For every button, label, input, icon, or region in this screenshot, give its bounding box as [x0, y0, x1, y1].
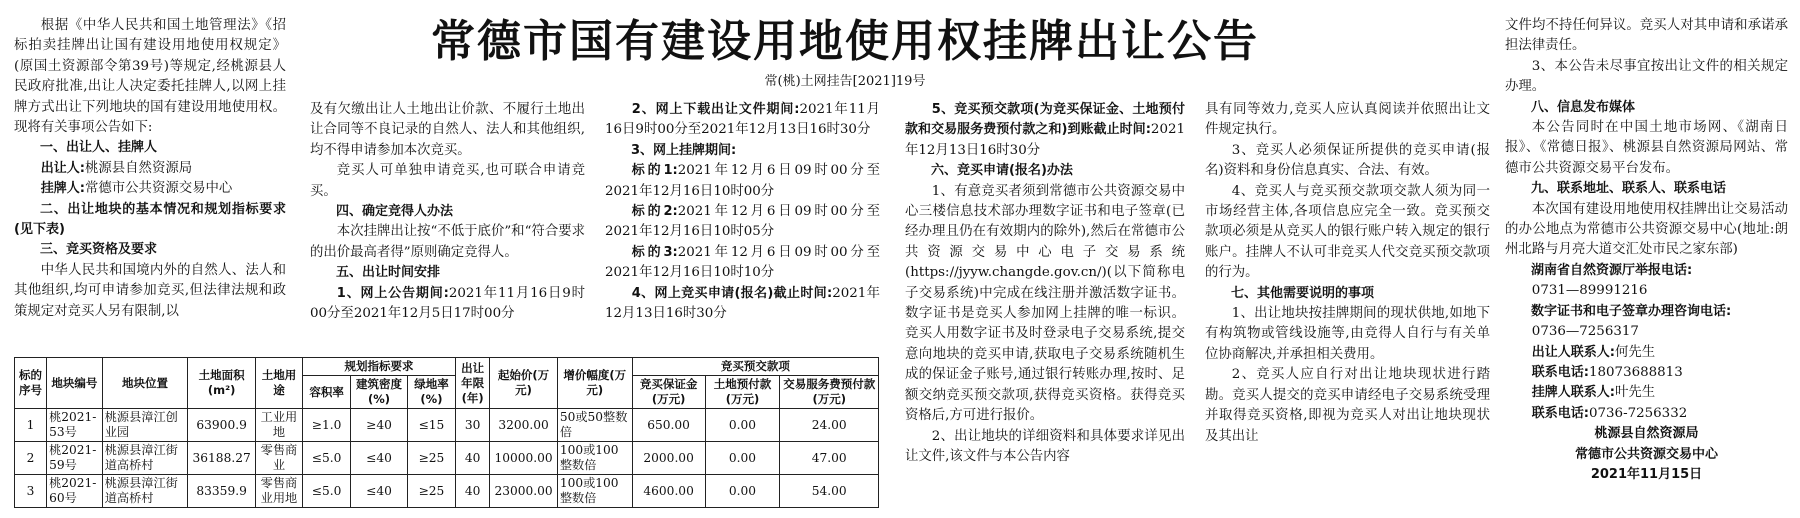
col5-paragraph-2: 3、竞买人必须保证所提供的竞买申请(报名)资料和身份信息真实、合法、有效。 — [1205, 142, 1490, 179]
cell-deposit: 650.00 — [632, 409, 705, 442]
lot-1-period — [605, 161, 880, 202]
th-area: 土地面积(m²) — [188, 358, 256, 409]
lister-phone-label: 联系电话: — [1531, 405, 1589, 421]
section-7-heading: 七、其他需要说明的事项 — [1231, 285, 1375, 301]
cell-start-price: 23000.00 — [490, 475, 558, 508]
lot-2-period — [605, 202, 880, 243]
download-period — [605, 100, 880, 141]
lister-contact — [1505, 383, 1788, 403]
document-number: 常(桃)土网挂告[2021]19号 — [764, 74, 926, 89]
section-4-text: 本次挂牌出让按“不低于底价”和“符合要求的出价最高者得”原则确定竞得人。 — [310, 224, 585, 260]
download-period-label: 2、网上下载出让文件期间: — [631, 102, 800, 117]
col5-paragraph-1: 具有同等效力,竞买人应认真阅读并依照出让文件规定执行。 — [1205, 102, 1490, 138]
cell-far: ≤5.0 — [303, 442, 351, 475]
announce-period-value: 2021年11月16日9时00分至2021年12月5日17时00分 — [310, 285, 585, 322]
cell-use: 工业用地 — [255, 409, 302, 442]
cell-green: ≤15 — [407, 409, 455, 442]
lister-phone — [1505, 404, 1788, 424]
section-6-paragraph-1: 1、有意竞买者须到常德市公共资源交易中心三楼信息技术部办理数字证书和电子签章(已经办理且仍在有效期内的除外),然后在常德市公共资源交易中心电子交易系统(https://jyyw.changde.gov.cn/)(以下简称电子交易系统)中完成在线注册并激活数字证书。数字证书是竞买人参加网上挂牌的唯一标识。竞买人用数字证书及时登录电子交易系统,提交意向地块的竞买申请,获取电子交易系统随机生成的保证金子账号,通过银行转账办理,按时、足额交纳竞买预交款项,获得竞买资格。获得竞买资格后,方可进行报价。 — [905, 183, 1185, 424]
column-2 — [310, 100, 585, 324]
table-row — [15, 409, 879, 442]
section-2-heading: 二、出让地块的基本情况和规划指标要求(见下表) — [14, 201, 286, 238]
section-6-paragraph-2: 2、出让地块的详细资料和具体要求详见出让文件,该文件与本公告内容 — [905, 428, 1185, 464]
th-fee: 交易服务费预付款(万元) — [780, 376, 879, 409]
seller-phone — [1505, 363, 1788, 383]
section-3-heading: 三、竞买资格及要求 — [40, 242, 158, 258]
lister-label: 挂牌人: — [40, 181, 85, 197]
section-8-text: 本公告同时在中国土地市场网、《湖南日报》、《常德日报》、桃源县自然资源局网站、常德市公共资源交易平台发布。 — [1505, 120, 1788, 176]
table-row — [15, 475, 879, 508]
section-3-text: 中华人民共和国境内外的自然人、法人和其他组织,均可申请参加竞买,但法律法规和政策规定对竞买人另有限制,以 — [14, 262, 286, 319]
cell-code: 桃2021-60号 — [47, 475, 103, 508]
seller-value: 桃源县自然资源局 — [85, 160, 193, 176]
column-1 — [14, 16, 286, 322]
seller-contact — [1505, 343, 1788, 363]
cell-fee: 54.00 — [780, 475, 879, 508]
th-density: 建筑密度(%) — [351, 376, 408, 409]
cell-green: ≥25 — [407, 442, 455, 475]
lot-1-value: 2021年12月6日09时00分至2021年12月16日10时00分 — [605, 163, 881, 199]
lot-1-label: 标的1: — [631, 163, 678, 179]
cell-fee: 24.00 — [780, 409, 879, 442]
section-7-paragraph-1: 1、出让地块按挂牌期间的现状供地,如地下有构筑物或管线设施等,由竞得人自行与有关单位协商解决,并承担相关费用。 — [1205, 306, 1490, 362]
seller-line — [14, 159, 286, 179]
th-prepay: 土地预付款(万元) — [705, 376, 780, 409]
cert-phone-number: 0736—7256317 — [1531, 324, 1639, 340]
cell-location: 桃源县漳江创业园 — [102, 409, 188, 442]
cell-term: 30 — [456, 409, 490, 442]
cell-prepay: 0.00 — [705, 442, 780, 475]
cell-term: 40 — [456, 475, 490, 508]
col2-paragraph-1: 及有欠缴出让人土地出让价款、不履行土地出让合同等不良记录的自然人、法人和其他组织,均不得申请参加本次竞买。 — [310, 102, 585, 158]
cell-far: ≥1.0 — [303, 409, 351, 442]
th-increment: 增价幅度(万元) — [557, 358, 632, 409]
cell-use: 零售商业用地 — [255, 475, 302, 508]
seller-label: 出让人: — [40, 160, 85, 176]
seller-contact-value: 何先生 — [1615, 344, 1656, 360]
lot-3-value: 2021年12月6日09时00分至2021年12月16日10时10分 — [605, 244, 881, 281]
section-8-heading: 八、信息发布媒体 — [1531, 99, 1636, 115]
cell-deposit: 4600.00 — [632, 475, 705, 508]
intro-paragraph: 根据《中华人民共和国土地管理法》《招标拍卖挂牌出让国有建设用地使用权规定》(原国土资源部令第39号)等规定,经桃源县人民政府批准,出让人决定委托挂牌人,以网上挂牌方式出让下列地块的国有建设用地使用权。现将有关事项公告如下: — [14, 18, 286, 136]
cell-start-price: 3200.00 — [490, 409, 558, 442]
lister-phone-value: 0736-7256332 — [1589, 405, 1688, 421]
cell-prepay: 0.00 — [705, 475, 780, 508]
cell-density: ≥40 — [351, 409, 408, 442]
section-6-heading: 六、竞买申请(报名)办法 — [931, 163, 1073, 179]
th-green: 绿地率(%) — [407, 376, 455, 409]
deposit-deadline-value: 2021年12月13日16时30分 — [905, 122, 1185, 158]
announce-period — [310, 284, 585, 325]
th-use: 土地用途 — [255, 358, 302, 409]
lister-line — [14, 179, 286, 199]
page-title: 常德市国有建设用地使用权挂牌出让公告 — [431, 16, 1259, 67]
cell-prepay: 0.00 — [705, 409, 780, 442]
registration-deadline-value: 2021年12月13日16时30分 — [605, 285, 881, 322]
cell-increment: 50或50整数倍 — [557, 409, 632, 442]
seller-phone-value: 18073688813 — [1589, 364, 1683, 380]
hotline-label: 湖南省自然资源厅举报电话: — [1531, 262, 1693, 278]
section-9-text: 本次国有建设用地使用权挂牌出让交易活动的办公地点为常德市公共资源交易中心(地址:朗州北路与月亮大道交汇处市民之家东部) — [1505, 201, 1788, 258]
col6-paragraph-1: 文件均不持任何异议。竞买人对其申请和承诺承担法律责任。 — [1505, 18, 1788, 54]
th-seq: 标的序号 — [15, 358, 47, 409]
th-deposit: 竞买保证金(万元) — [632, 376, 705, 409]
lister-contact-label: 挂牌人联系人: — [1531, 385, 1615, 401]
section-1-heading: 一、出让人、挂牌人 — [40, 140, 158, 156]
cell-area: 83359.9 — [188, 475, 256, 508]
table-row — [15, 442, 879, 475]
download-period-value: 2021年11月16日9时00分至2021年12月13日16时30分 — [605, 102, 880, 138]
registration-deadline — [605, 284, 880, 325]
cell-term: 40 — [456, 442, 490, 475]
th-far: 容积率 — [303, 376, 351, 409]
column-6 — [1505, 16, 1788, 485]
deposit-deadline — [905, 100, 1185, 161]
cell-increment: 100或100整数倍 — [557, 475, 632, 508]
lot-2-value: 2021年12月6日09时00分至2021年12月16日10时05分 — [605, 204, 881, 240]
signature-lister: 常德市公共资源交易中心 — [1574, 446, 1718, 462]
cell-seq: 3 — [15, 475, 47, 508]
th-term: 出让年限(年) — [456, 358, 490, 409]
announce-period-label: 1、网上公告期间: — [336, 285, 449, 301]
th-code: 地块编号 — [47, 358, 103, 409]
cell-area: 36188.27 — [188, 442, 256, 475]
lot-3-label: 标的3: — [631, 244, 678, 260]
th-deposit-group: 竞买预交款项 — [632, 358, 878, 376]
cell-deposit: 2000.00 — [632, 442, 705, 475]
th-planning: 规划指标要求 — [303, 358, 456, 376]
section-9-heading: 九、联系地址、联系人、联系电话 — [1531, 181, 1727, 197]
hotline-number: 0731—89991216 — [1531, 283, 1648, 299]
deposit-deadline-label: 5、竞买预交款项(为竞买保证金、土地预付款和交易服务费预付款之和)到账截止时间: — [905, 102, 1185, 138]
section-7-paragraph-2: 2、竞买人应自行对出让地块现状进行踏勘。竞买人提交的竞买申请经电子交易系统受理并取得竞买资格,即视为竞买人对出让地块现状及其出让 — [1205, 367, 1490, 444]
table-header-row-1 — [15, 358, 879, 376]
lister-value: 常德市公共资源交易中心 — [85, 181, 233, 197]
column-3 — [605, 100, 880, 324]
cell-green: ≥25 — [407, 475, 455, 508]
lot-3-period — [605, 243, 880, 284]
cell-far: ≤5.0 — [303, 475, 351, 508]
col2-paragraph-2: 竞买人可单独申请竞买,也可联合申请竞买。 — [310, 163, 585, 199]
lister-contact-value: 叶先生 — [1615, 385, 1656, 401]
section-4-heading: 四、确定竞得人办法 — [336, 204, 454, 220]
th-location: 地块位置 — [102, 358, 188, 409]
cell-code: 桃2021-53号 — [47, 409, 103, 442]
signature-seller: 桃源县自然资源局 — [1594, 426, 1699, 442]
th-start-price: 起始价(万元) — [490, 358, 558, 409]
cell-seq: 2 — [15, 442, 47, 475]
cell-area: 63900.9 — [188, 409, 256, 442]
cell-use: 零售商业 — [255, 442, 302, 475]
cell-location: 桃源县漳江街道高桥村 — [102, 475, 188, 508]
col6-paragraph-2: 3、本公告未尽事宜按出让文件的相关规定办理。 — [1505, 58, 1788, 95]
signature-date: 2021年11月15日 — [1590, 466, 1703, 482]
col5-paragraph-3: 4、竞买人与竞买预交款项交款人须为同一市场经营主体,各项信息应完全一致。竞买预交款项必须是从竞买人的银行账户转入规定的银行账户。挂牌人不认可非竞买人代交竞买预交款项的行为。 — [1205, 183, 1490, 281]
cell-seq: 1 — [15, 409, 47, 442]
cell-start-price: 10000.00 — [490, 442, 558, 475]
cell-density: ≤40 — [351, 475, 408, 508]
column-4 — [905, 100, 1185, 467]
section-5-heading: 五、出让时间安排 — [336, 265, 441, 281]
registration-deadline-label: 4、网上竞买申请(报名)截止时间: — [631, 285, 833, 301]
cell-fee: 47.00 — [780, 442, 879, 475]
seller-contact-label: 出让人联系人: — [1531, 344, 1615, 360]
lot-2-label: 标的2: — [631, 204, 678, 220]
listing-period-heading: 3、网上挂牌期间: — [631, 142, 737, 158]
column-5 — [1205, 100, 1490, 447]
cell-code: 桃2021-59号 — [47, 442, 103, 475]
seller-phone-label: 联系电话: — [1531, 364, 1589, 380]
cell-increment: 100或100整数倍 — [557, 442, 632, 475]
cert-phone-label: 数字证书和电子签章办理咨询电话: — [1531, 303, 1732, 319]
cell-density: ≤40 — [351, 442, 408, 475]
parcel-table — [14, 357, 879, 508]
cell-location: 桃源县漳江街道高桥村 — [102, 442, 188, 475]
